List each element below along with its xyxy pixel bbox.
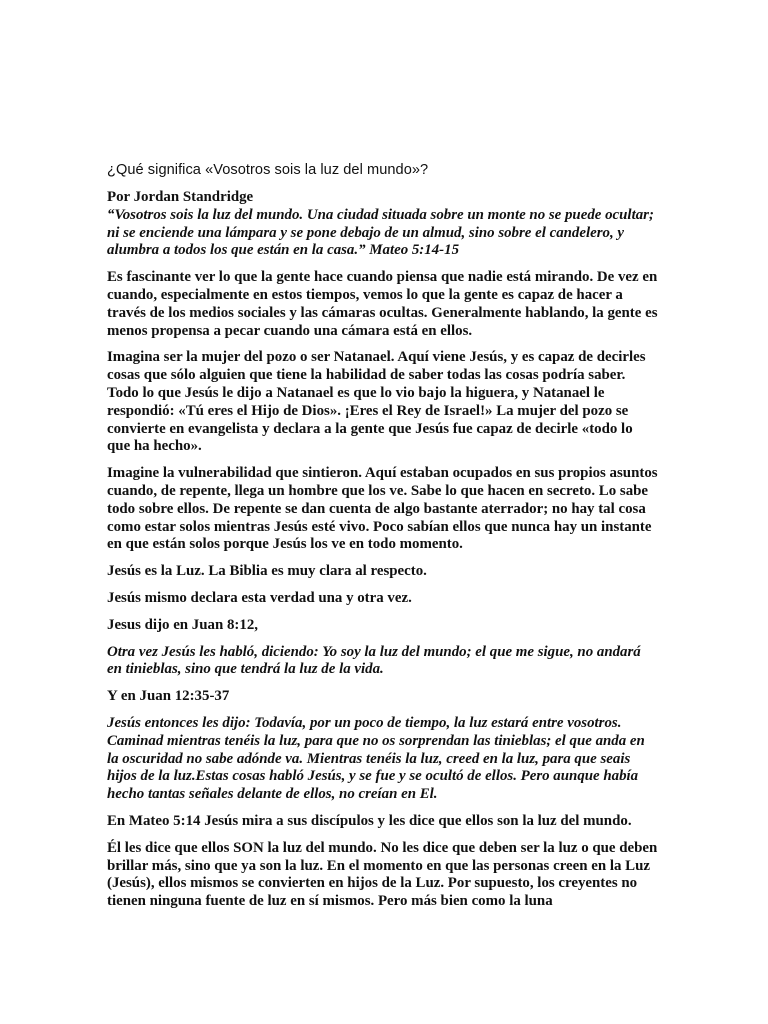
document-page (107, 161, 659, 920)
paragraph: Imagina ser la mujer del pozo o ser Natanael. Aquí viene Jesús, y es capaz de decirles cosas que sólo alguien que tiene la habilidad de saber todas las cosas podría saber. Todo lo que Jesús le dijo a Natanael es que lo vio bajo la higuera, y Natanael le respondió: «Tú eres el Hijo de Dios». ¡Eres el Rey de Israel!» La mujer del pozo se convierte en evangelista y declara a la gente que Jesús fue capaz de decirle «todo lo que ha hecho». (107, 349, 646, 455)
paragraph: Jesus dijo en Juan 8:12, (107, 616, 259, 633)
paragraph: Imagine la vulnerabilidad que sintieron. Aquí estaban ocupados en sus propios asuntos cuando, de repente, llega un hombre que los ve. Sabe lo que hacen en secreto. Lo sabe todo sobre ellos. De repente se dan cuenta de algo bastante aterrador; no hay tal cosa como estar solos mientras Jesús esté vivo. Poco sabían ellos que nunca hay un instante en que están solos porque Jesús los ve en todo momento. (107, 465, 658, 553)
quote-paragraph: Jesús entonces les dijo: Todavía, por un poco de tiempo, la luz estará entre vosotros. Caminad mientras tenéis la luz, para que no os sorprendan las tinieblas; el que anda en la oscuridad no sabe adónde va. Mientras tenéis la luz, creed en la luz, para que seais hijos de la luz.Estas cosas habló Jesús, y se fue y se ocultó de ellos. Pero aunque había hecho tantas señales delante de ellos, no creían en El. (107, 714, 645, 803)
quote-paragraph: Otra vez Jesús les habló, diciendo: Yo soy la luz del mundo; el que me sigue, no andará en tinieblas, sino que tendrá la luz de la vida. (107, 643, 641, 678)
paragraph: En Mateo 5:14 Jesús mira a sus discípulos y les dice que ellos son la luz del mundo. (107, 812, 632, 829)
paragraph: Él les dice que ellos SON la luz del mundo. No les dice que deben ser la luz o que deben brillar más, sino que ya son la luz. En el momento en que las personas creen en la Luz (Jesús), ellos mismos se convierten en hijos de la Luz. Por supuesto, los creyentes no tienen ninguna fuente de luz en sí mismos. Pero más bien como la luna (107, 839, 658, 910)
paragraph-epigraph: “Vosotros sois la luz del mundo. Una ciudad situada sobre un monte no se puede ocultar; ni se enciende una lámpara y se pone debajo de un almud, sino sobre el candelero, y alumbra a todos los que están en la casa.” Mateo 5:14-15 (107, 206, 654, 259)
paragraph: Y en Juan 12:35-37 (107, 688, 230, 705)
author-line: Por Jordan Standridge (107, 189, 254, 205)
document-title: ¿Qué significa «Vosotros sois la luz del mundo»? (107, 162, 429, 178)
paragraph: Jesús mismo declara esta verdad una y otra vez. (107, 589, 412, 606)
paragraph: Jesús es la Luz. La Biblia es muy clara al respecto. (107, 563, 427, 580)
paragraph: Es fascinante ver lo que la gente hace cuando piensa que nadie está mirando. De vez en cuando, especialmente en estos tiempos, vemos lo que la gente es capaz de hacer a través de los medios sociales y las cámaras ocultas. Generalmente hablando, la gente es menos propensa a pecar cuando una cámara está en ellos. (107, 269, 658, 339)
